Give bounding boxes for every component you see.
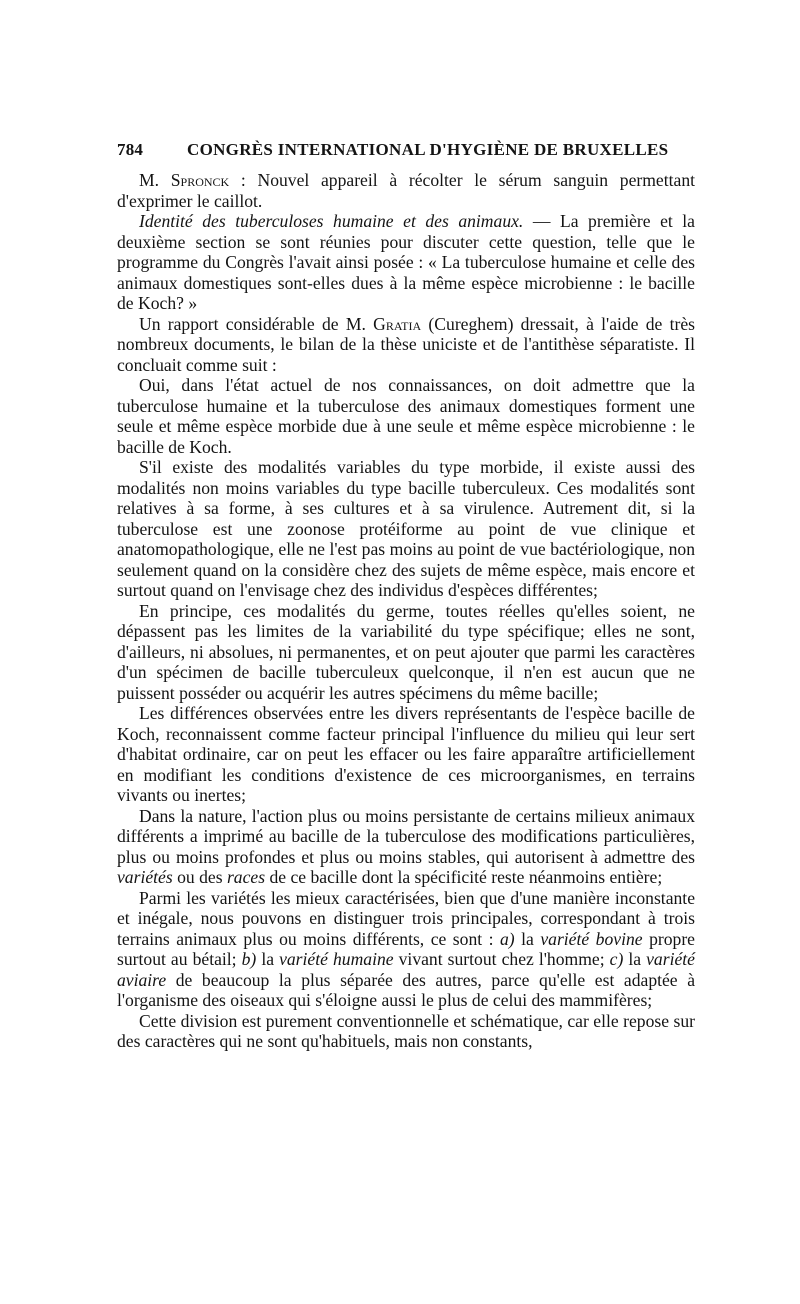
paragraph-text: ou des xyxy=(172,867,227,887)
list-marker: c) xyxy=(609,949,624,969)
paragraph-text: : Nouvel appareil à récolter le sérum sanguin permettant d'exprimer le caillot. xyxy=(117,170,696,211)
paragraph-identity-heading xyxy=(117,211,695,314)
paragraph-conclusion-7: Cette division est purement conventionnelle et schématique, car elle repose sur des caractères qui ne sont qu'habituels, mais non constants, xyxy=(117,1010,695,1051)
paragraph-gratia-report xyxy=(117,314,695,376)
paragraph-text: la xyxy=(514,928,541,949)
paragraph-conclusion-3: En principe, ces modalités du germe, toutes réelles qu'elles soient, ne dépassent pas les limites de la variabilité du type spécifique; elles ne sont, d'ailleurs, ni absolues, ni permanentes, et on peut ajouter que parmi les caractères d'un spécimen de bacille tuberculeux quelconque, il n'en est aucun que ne puissent posséder ou acquérir les autres spécimens du même bacille; xyxy=(117,600,695,703)
body-text xyxy=(117,170,695,1052)
emphasis: variété aviaire xyxy=(117,949,695,990)
paragraph-text: (Cureghem) dressait, à l'aide de très nombreux documents, le bilan de la thèse uniciste et de l'antithèse séparatiste. Il concluait comme suit : xyxy=(117,313,696,375)
paragraph-text: Un rapport considérable de M. xyxy=(139,313,374,334)
page-number: 784 xyxy=(117,140,144,159)
emphasis: variété humaine xyxy=(279,949,394,969)
author-name: Gratia xyxy=(373,313,422,334)
paragraph-text: propre surtout au bétail; xyxy=(117,928,695,969)
paragraph-text: Dans la nature, l'action plus ou moins persistante de certains milieux animaux différents a imprimé au bacille de la tuberculose des modifications particulières, plus ou moins profondes et plus ou moins stables, qui autorisent à admettre des xyxy=(117,805,695,867)
paragraph-text: de ce bacille dont la spécificité reste néanmoins entière; xyxy=(265,867,663,887)
paragraph-text: — La première et la deuxième section se sont réunies pour discuter cette question, telle que le programme du Congrès l'avait ainsi posée : « La tuberculose humaine et celle des animaux domestiques sont-elles dues à la même espèce microbienne : le bacille de Koch? » xyxy=(117,211,695,313)
list-marker: b) xyxy=(241,949,257,969)
paragraph-conclusion-4: Les différences observées entre les divers représentants de l'espèce bacille de Koch, reconnaissent comme facteur principal l'influence du milieu qui leur sert d'habitat ordinaire, car on peut les effacer ou les faire apparaître artificiellement en modifiant les conditions d'existence de ces microorganismes, en terrains vivants ou inertes; xyxy=(117,703,695,805)
paragraph-spronck xyxy=(117,170,695,211)
paragraph-text: la xyxy=(256,949,280,969)
emphasis: races xyxy=(226,867,266,887)
running-title: CONGRÈS INTERNATIONAL D'HYGIÈNE DE BRUXELLES xyxy=(187,140,669,159)
emphasis: variétés xyxy=(117,867,173,887)
paragraph-text: vivant surtout chez l'homme; xyxy=(393,949,610,969)
paragraph-text: de beaucoup la plus séparée des autres, parce qu'elle est adaptée à l'organisme des oiseaux qui s'éloigne aussi le plus de celui des mammifères; xyxy=(117,969,695,1010)
paragraph-conclusion-2: S'il existe des modalités variables du type morbide, il existe aussi des modalités non moins variables du type bacille tuberculeux. Ces modalités sont relatives à sa forme, à ses cultures et à sa virulence. Autrement dit, si la tuberculose est une zoonose protéiforme au point de vue clinique et anatomopathologique, elle ne l'est pas moins au point de vue bactériologique, non seulement quand on la considère chez des sujets de même espèce, mais encore et surtout quand on l'envisage chez des individus d'espèces différentes; xyxy=(117,457,695,600)
author-name: M. Spronck xyxy=(139,170,230,190)
paragraph-text: la xyxy=(623,949,647,969)
paragraph-conclusion-6 xyxy=(117,888,695,1011)
paragraph-text: Parmi les variétés les mieux caractérisées, bien que d'une manière inconstante et inégale, nous pouvons en distinguer trois principales, correspondant à trois terrains animaux plus ou moins différents, ce sont : xyxy=(117,887,695,949)
running-head xyxy=(117,140,695,160)
book-page xyxy=(117,140,695,1052)
paragraph-conclusion-5 xyxy=(117,806,695,888)
section-heading: Identité des tuberculoses humaine et des animaux. xyxy=(139,211,524,231)
paragraph-conclusion-1: Oui, dans l'état actuel de nos connaissances, on doit admettre que la tuberculose humaine et la tuberculose des animaux domestiques forment une seule et même espèce morbide due à une seule et même espèce microbienne : le bacille de Koch. xyxy=(117,375,695,457)
list-marker: a) xyxy=(500,928,515,949)
emphasis: variété bovine xyxy=(540,928,643,949)
